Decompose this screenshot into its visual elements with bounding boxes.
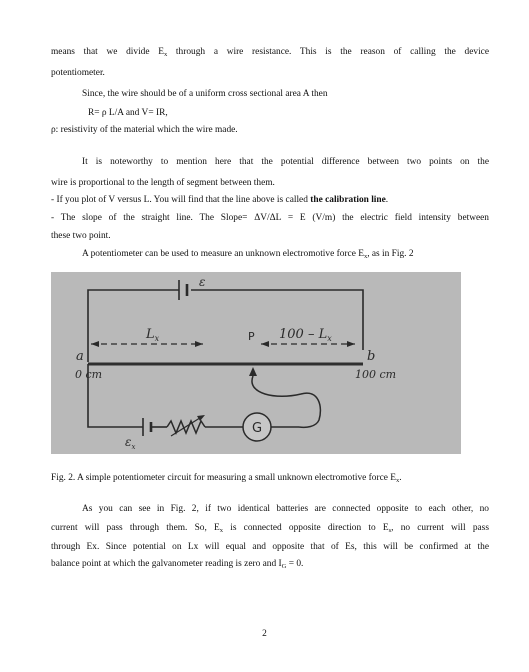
paragraph-4-line-2: current will pass through them. So, $E_x$ is connected opposite direction to $E_s$, no current will pass — [51, 523, 489, 534]
rest-end-arrowhead — [347, 341, 355, 347]
paragraph-2-line-1: Since, the wire should be of a uniform cross sectional area A then — [82, 89, 328, 99]
slope-bullet-line-1: - The slope of the straight line. The Slope= ΔV/ΔL = E (V/m) the electric field intensity between — [51, 213, 489, 223]
figure-caption: Fig. 2. A simple potentiometer circuit for measuring a small unknown electromotive force $E_x$. — [51, 473, 402, 484]
paragraph-1-line-2: potentiometer. — [51, 68, 105, 78]
top-right-wire — [191, 290, 363, 350]
circuit-diagram — [51, 272, 461, 454]
paragraph-3-line-2: wire is proportional to the length of segment between them. — [51, 178, 275, 188]
paragraph-4-line-3: through Ex. Since potential on Lx will equal and opposite that of Es, this will be confirmed at the — [51, 542, 489, 552]
lx-label: $L_x$ — [146, 327, 160, 343]
slope-bullet-line-2: these two point. — [51, 231, 111, 241]
paragraph-1-line-1: means that we divide $E_x$ through a wire resistance. This is the reason of calling the device — [51, 47, 489, 58]
lx-start-arrowhead — [91, 341, 99, 347]
resistance-formula: R= ρ L/A and V= IR, — [88, 108, 168, 118]
calibration-line-term: the calibration line — [310, 195, 386, 205]
unknown-emf-label: $\varepsilon_x$ — [125, 435, 136, 451]
hundred-cm-label: 100 cm — [355, 368, 397, 381]
jockey-arrowhead — [249, 367, 257, 376]
potentiometer-circuit-figure — [51, 272, 461, 454]
remaining-length-label: $100 - L_x$ — [279, 327, 332, 343]
paragraph-4-line-4: balance point at which the galvanometer reading is zero and $I_G = 0$. — [51, 559, 304, 570]
endpoint-b-label: b — [367, 349, 376, 364]
zero-cm-label: 0 cm — [75, 368, 103, 381]
top-left-wire — [88, 290, 179, 362]
figure-intro: A potentiometer can be used to measure an unknown electromotive force $E_x$, as in Fig. 2 — [82, 249, 414, 260]
paragraph-4-line-1: As you can see in Fig. 2, if two identical batteries are connected opposite to each other, no — [82, 504, 489, 514]
endpoint-a-label: a — [76, 349, 84, 364]
calibration-bullet: - If you plot of V versus L. You will find that the line above is called the calibration line. — [51, 195, 389, 205]
page-number: 2 — [262, 629, 267, 639]
rest-arrowhead — [261, 341, 269, 347]
rho-definition: ρ: resistivity of the material which the wire made. — [51, 125, 238, 135]
probe-p-label: P — [248, 330, 255, 343]
galvanometer-label: G — [251, 421, 263, 436]
lx-arrowhead — [195, 341, 203, 347]
source-emf-label: ε — [199, 275, 206, 289]
paragraph-3-line-1: It is noteworthy to mention here that the potential difference between two points on the — [82, 157, 489, 167]
